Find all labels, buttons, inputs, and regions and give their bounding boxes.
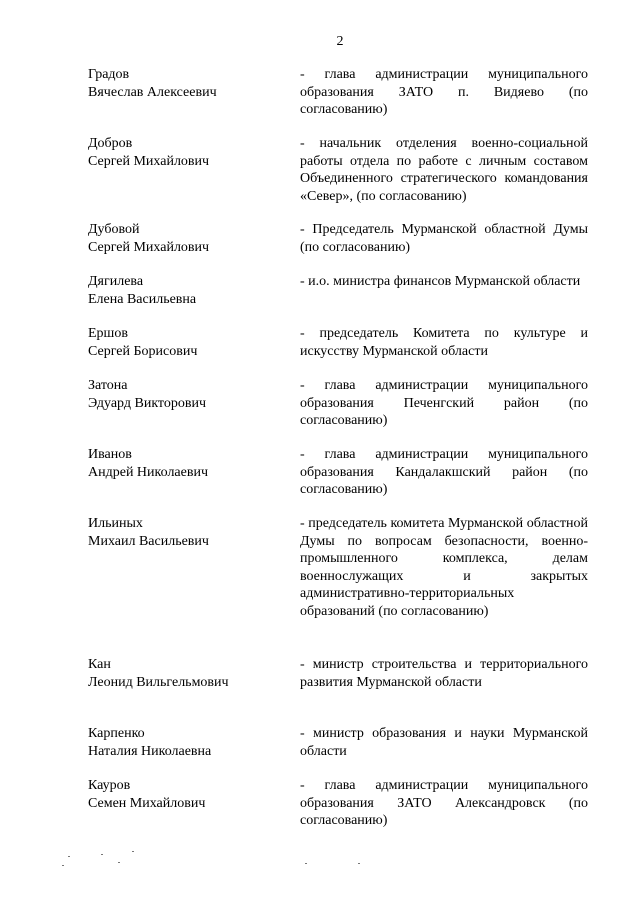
member-name: [88, 777, 288, 812]
member-surname: Добров: [88, 136, 133, 151]
member-given-names: Сергей Михайлович: [88, 239, 210, 255]
member-role: - глава администрации муниципального образования ЗАТО Александровск (по согласованию): [300, 778, 588, 828]
member-name: [88, 725, 288, 760]
member-name: [88, 221, 288, 256]
member-given-names: Наталия Николаевна: [88, 743, 212, 759]
member-role: - начальник отделения военно-социальной работы отдела по работе с личным составом Объединенного стратегического командования «Север», (по согласованию): [300, 136, 588, 204]
member-role: - глава администрации муниципального образования ЗАТО п. Видяево (по согласованию): [300, 67, 588, 117]
member-name: [88, 273, 288, 308]
member-name: [88, 325, 288, 360]
scan-speck: [305, 863, 307, 864]
scan-speck: [68, 856, 70, 857]
member-name: [88, 515, 288, 550]
member-role: - глава администрации муниципального образования Кандалакшский район (по согласованию): [300, 447, 588, 497]
member-role: - Председатель Мурманской областной Думы (по согласованию): [300, 222, 588, 255]
scan-speck: [62, 865, 64, 866]
member-role: - глава администрации муниципального образования Печенгский район (по согласованию): [300, 378, 588, 428]
member-role: - министр образования и науки Мурманской области: [300, 726, 588, 759]
member-given-names: Леонид Вильгельмович: [88, 674, 229, 690]
scan-speck: [132, 851, 134, 852]
member-given-names: Семен Михайлович: [88, 795, 206, 811]
member-surname: Ершов: [88, 326, 128, 341]
member-surname: Ильиных: [88, 516, 143, 531]
member-surname: Дягилева: [88, 274, 144, 289]
member-given-names: Михаил Васильевич: [88, 533, 209, 549]
member-role: - и.о. министра финансов Мурманской области: [300, 274, 581, 289]
member-surname: Кауров: [88, 778, 131, 793]
member-name: [88, 66, 288, 101]
member-given-names: Сергей Борисович: [88, 343, 198, 359]
scan-speck: [118, 862, 120, 863]
member-given-names: Эдуард Викторович: [88, 395, 207, 411]
member-name: [88, 135, 288, 170]
member-role: - председатель Комитета по культуре и искусству Мурманской области: [300, 326, 588, 359]
scan-speck: [101, 854, 103, 855]
member-surname: Градов: [88, 67, 130, 82]
member-name: [88, 446, 288, 481]
member-surname: Кан: [88, 657, 111, 672]
member-role: - председатель комитета Мурманской областной Думы по вопросам безопасности, военно-промышленного комплекса, делам военнослужащих и закрытых административно-территориальных образований (по согласованию): [300, 516, 588, 619]
member-name: [88, 656, 288, 691]
member-surname: Дубовой: [88, 222, 140, 237]
member-name: [88, 377, 288, 412]
member-surname: Затона: [88, 378, 128, 393]
member-given-names: Вячеслав Алексеевич: [88, 84, 217, 100]
member-role: - министр строительства и территориального развития Мурманской области: [300, 657, 588, 690]
member-given-names: Елена Васильевна: [88, 291, 197, 307]
page-number: 2: [336, 34, 344, 49]
scan-speck: [358, 863, 360, 864]
member-given-names: Сергей Михайлович: [88, 153, 210, 169]
member-surname: Карпенко: [88, 726, 145, 741]
member-surname: Иванов: [88, 447, 132, 462]
member-given-names: Андрей Николаевич: [88, 464, 208, 480]
scan-artifacts: [0, 840, 640, 880]
